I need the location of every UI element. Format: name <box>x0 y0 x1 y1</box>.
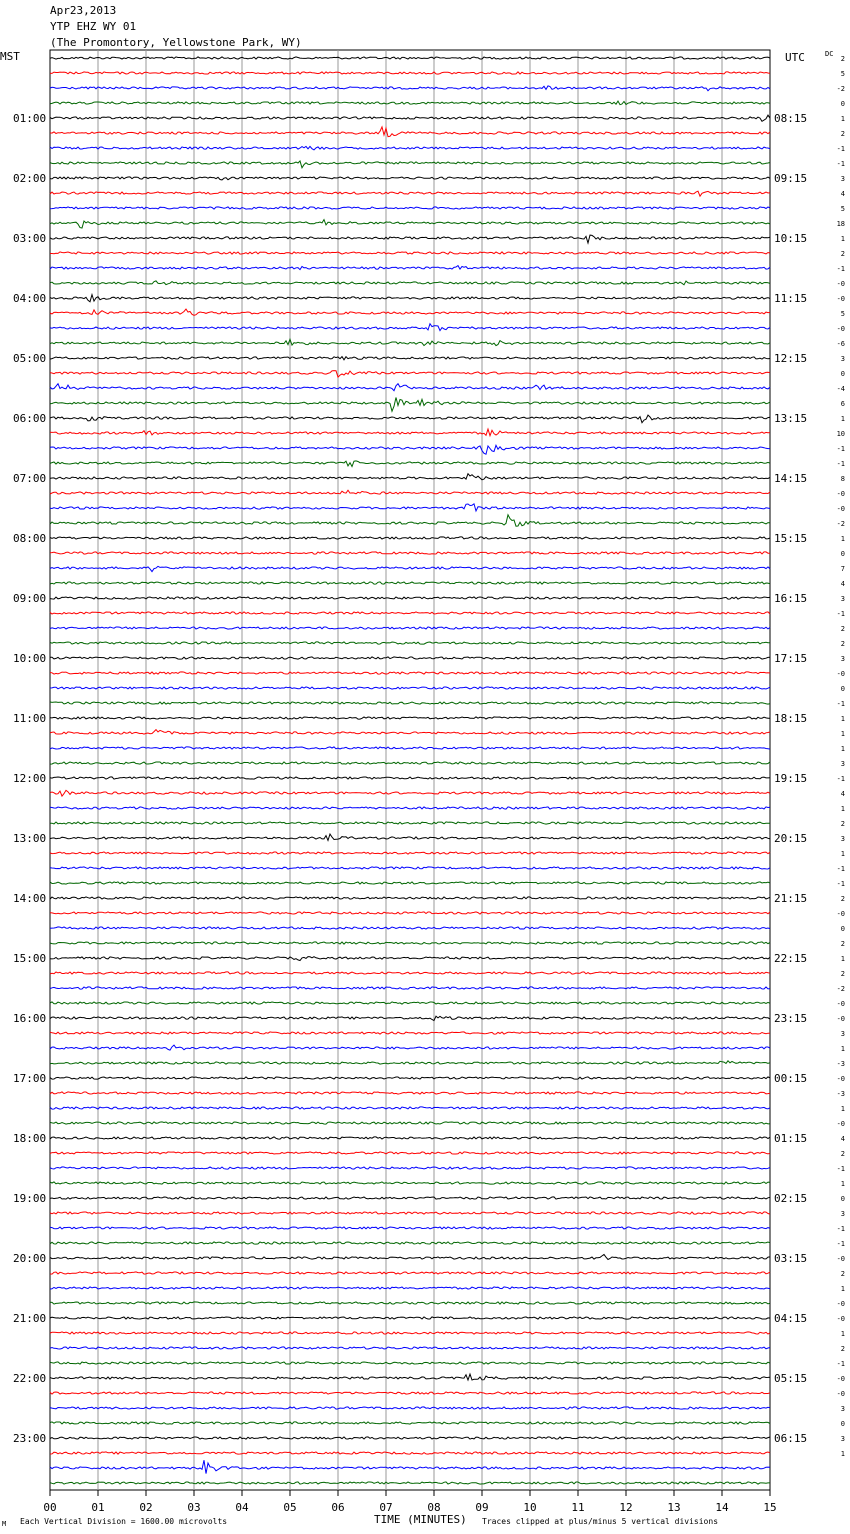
trace-row <box>50 324 770 331</box>
trace-row <box>50 357 770 360</box>
dc-offset-label: 1 <box>840 955 845 963</box>
dc-offset-labels <box>837 55 845 1458</box>
trace-row <box>50 852 770 854</box>
trace-row <box>50 1460 770 1473</box>
dc-offset-label: 3 <box>840 835 845 843</box>
left-hour-label: 20:00 <box>13 1252 47 1265</box>
dc-offset-label: 1 <box>840 730 845 738</box>
dc-offset-label: 10 <box>836 430 845 438</box>
trace-row <box>50 309 770 315</box>
trace-row <box>50 1092 770 1094</box>
left-hour-label: 04:00 <box>13 292 47 305</box>
dc-offset-label: -1 <box>836 145 845 153</box>
dc-offset-label: 1 <box>840 1045 845 1053</box>
trace-row <box>50 235 770 243</box>
x-tick-label: 06 <box>331 1501 345 1514</box>
right-hour-label: 15:15 <box>774 532 808 545</box>
trace-row <box>50 1332 770 1334</box>
trace-row <box>50 474 770 480</box>
left-timezone-label: MST <box>0 50 20 63</box>
dc-offset-label: 0 <box>840 1420 845 1428</box>
dc-offset-label: -0 <box>836 670 845 678</box>
left-hour-label: 19:00 <box>13 1192 47 1205</box>
dc-offset-label: -2 <box>836 520 845 528</box>
trace-row <box>50 1392 770 1394</box>
trace-row <box>50 1077 770 1079</box>
dc-offset-label: -1 <box>836 610 845 618</box>
dc-offset-label: 1 <box>840 235 845 243</box>
trace-row <box>50 177 770 180</box>
dc-offset-label: -0 <box>836 1255 845 1263</box>
dc-offset-label: 1 <box>840 1330 845 1338</box>
left-hour-label: 21:00 <box>13 1312 47 1325</box>
trace-row <box>50 220 770 228</box>
right-hour-label: 12:15 <box>774 352 808 365</box>
trace-row <box>50 515 770 526</box>
trace-row <box>50 717 770 719</box>
trace-row <box>50 1437 770 1439</box>
dc-offset-label: 5 <box>840 70 845 78</box>
left-hour-label: 06:00 <box>13 412 47 425</box>
right-hour-label: 14:15 <box>774 472 808 485</box>
x-axis-label: TIME (MINUTES) <box>374 1513 467 1526</box>
dc-offset-label: -1 <box>836 865 845 873</box>
right-hour-label: 16:15 <box>774 592 808 605</box>
trace-row <box>50 72 770 74</box>
dc-offset-label: -0 <box>836 505 845 513</box>
left-hour-label: 16:00 <box>13 1012 47 1025</box>
trace-row <box>50 867 770 869</box>
left-hour-label: 14:00 <box>13 892 47 905</box>
right-hour-label: 08:15 <box>774 112 808 125</box>
right-hour-label: 17:15 <box>774 652 808 665</box>
trace-row <box>50 1137 770 1139</box>
plot-frame <box>50 50 770 1490</box>
trace-row <box>50 384 770 391</box>
trace-row <box>50 822 770 824</box>
left-hour-label: 12:00 <box>13 772 47 785</box>
left-hour-label: 13:00 <box>13 832 47 845</box>
dc-offset-label: 4 <box>840 1135 845 1143</box>
trace-row <box>50 657 770 659</box>
trace-row <box>50 747 770 749</box>
dc-offset-label: 5 <box>840 205 845 213</box>
dc-offset-label: 2 <box>840 1270 845 1278</box>
x-tick-label: 05 <box>283 1501 297 1514</box>
trace-row <box>50 1272 770 1274</box>
dc-offset-label: -1 <box>836 265 845 273</box>
trace-row <box>50 1317 770 1319</box>
dc-offset-label: 0 <box>840 925 845 933</box>
trace-row <box>50 371 770 378</box>
dc-offset-label: 1 <box>840 1180 845 1188</box>
x-tick-label: 08 <box>427 1501 441 1514</box>
x-tick-label: 11 <box>571 1501 585 1514</box>
dc-offset-label: 4 <box>840 190 845 198</box>
right-hour-label: 19:15 <box>774 772 808 785</box>
left-hour-label: 01:00 <box>13 112 47 125</box>
right-hour-label: 20:15 <box>774 832 808 845</box>
trace-row <box>50 957 770 961</box>
trace-row <box>50 597 770 599</box>
dc-offset-label: 3 <box>840 175 845 183</box>
dc-offset-label: 18 <box>836 220 845 228</box>
trace-row <box>50 566 770 571</box>
trace-row <box>50 504 770 511</box>
dc-offset-label: -2 <box>836 85 845 93</box>
dc-offset-label: 5 <box>840 310 845 318</box>
dc-offset-label: 3 <box>840 595 845 603</box>
trace-row <box>50 552 770 554</box>
dc-offset-label: 2 <box>840 625 845 633</box>
trace-row <box>50 687 770 689</box>
right-hour-label: 09:15 <box>774 172 808 185</box>
dc-offset-label: -0 <box>836 295 845 303</box>
station-label: YTP EHZ WY 01 <box>50 20 137 33</box>
trace-row <box>50 1227 770 1229</box>
corner-mark: M <box>2 1520 7 1528</box>
trace-row <box>50 127 770 137</box>
right-hour-label: 04:15 <box>774 1312 808 1325</box>
x-tick-label: 02 <box>139 1501 153 1514</box>
x-tick-label: 12 <box>619 1501 633 1514</box>
dc-offset-label: -1 <box>836 1360 845 1368</box>
trace-row <box>50 1045 770 1050</box>
dc-offset-label: 2 <box>840 55 845 63</box>
x-tick-label: 15 <box>763 1501 777 1514</box>
right-hour-label: 13:15 <box>774 412 808 425</box>
dc-offset-label: -0 <box>836 910 845 918</box>
dc-offset-label: -0 <box>836 1075 845 1083</box>
left-hour-label: 22:00 <box>13 1372 47 1385</box>
dc-offset-label: 2 <box>840 640 845 648</box>
trace-row <box>50 1255 770 1260</box>
trace-row <box>50 972 770 974</box>
x-tick-label: 14 <box>715 1501 729 1514</box>
dc-offset-label: -0 <box>836 1120 845 1128</box>
x-tick-label: 07 <box>379 1501 393 1514</box>
right-hour-label: 05:15 <box>774 1372 808 1385</box>
trace-row <box>50 252 770 254</box>
trace-row <box>50 429 770 436</box>
dc-offset-label: -1 <box>836 700 845 708</box>
trace-row <box>50 398 770 412</box>
right-hour-label: 21:15 <box>774 892 808 905</box>
trace-row <box>50 942 770 944</box>
trace-row <box>50 834 770 840</box>
left-hour-labels <box>13 112 46 1445</box>
trace-row <box>50 1061 770 1064</box>
dc-offset-label: 1 <box>840 805 845 813</box>
trace-row <box>50 537 770 539</box>
dc-offset-label: -0 <box>836 325 845 333</box>
dc-offset-label: -1 <box>836 160 845 168</box>
trace-row <box>50 1422 770 1424</box>
dc-offset-label: -2 <box>836 985 845 993</box>
dc-offset-label: 2 <box>840 130 845 138</box>
trace-row <box>50 1016 770 1020</box>
trace-row <box>50 582 770 584</box>
dc-offset-label: 2 <box>840 1150 845 1158</box>
left-hour-label: 23:00 <box>13 1432 47 1445</box>
right-hour-label: 06:15 <box>774 1432 808 1445</box>
dc-offset-label: 2 <box>840 970 845 978</box>
dc-offset-label: -1 <box>836 445 845 453</box>
dc-offset-label: 3 <box>840 1030 845 1038</box>
date-label: Apr23,2013 <box>50 4 117 17</box>
dc-offset-label: 4 <box>840 790 845 798</box>
right-hour-label: 00:15 <box>774 1072 808 1085</box>
trace-row <box>50 161 770 168</box>
trace-row <box>50 1407 770 1409</box>
dc-label: DC <box>825 50 834 58</box>
x-tick-label: 10 <box>523 1501 537 1514</box>
dc-offset-label: 1 <box>840 850 845 858</box>
trace-row <box>50 101 770 105</box>
trace-row <box>50 612 770 614</box>
seismic-traces <box>50 57 770 1484</box>
dc-offset-label: 0 <box>840 685 845 693</box>
trace-row <box>50 1242 770 1244</box>
dc-offset-label: -1 <box>836 1240 845 1248</box>
trace-row <box>50 702 770 704</box>
trace-row <box>50 86 770 91</box>
trace-row <box>50 1182 770 1184</box>
trace-row <box>50 912 770 914</box>
x-tick-label: 13 <box>667 1501 681 1514</box>
dc-offset-label: -0 <box>836 1000 845 1008</box>
left-hour-label: 10:00 <box>13 652 47 665</box>
right-timezone-label: UTC <box>785 51 805 64</box>
x-tick-label: 03 <box>187 1501 201 1514</box>
trace-row <box>50 1362 770 1364</box>
right-hour-label: 10:15 <box>774 232 808 245</box>
dc-offset-label: -1 <box>836 1165 845 1173</box>
left-hour-label: 08:00 <box>13 532 47 545</box>
dc-offset-label: 4 <box>840 580 845 588</box>
dc-offset-label: -0 <box>836 1390 845 1398</box>
trace-row <box>50 927 770 929</box>
dc-offset-label: 7 <box>840 565 845 573</box>
trace-row <box>50 1302 770 1304</box>
x-tick-label: 00 <box>43 1501 57 1514</box>
trace-row <box>50 490 770 494</box>
trace-row <box>50 897 770 899</box>
dc-offset-label: 6 <box>840 400 845 408</box>
dc-offset-label: 2 <box>840 1345 845 1353</box>
dc-offset-label: 1 <box>840 1285 845 1293</box>
right-hour-label: 18:15 <box>774 712 808 725</box>
trace-row <box>50 415 770 423</box>
dc-offset-label: -0 <box>836 1015 845 1023</box>
dc-offset-label: 8 <box>840 475 845 483</box>
trace-row <box>50 1482 770 1484</box>
trace-row <box>50 672 770 674</box>
trace-row <box>50 461 770 467</box>
right-hour-label: 11:15 <box>774 292 808 305</box>
dc-offset-label: 0 <box>840 100 845 108</box>
trace-row <box>50 295 770 302</box>
left-hour-label: 17:00 <box>13 1072 47 1085</box>
trace-row <box>50 191 770 196</box>
scale-note: Each Vertical Division = 1600.00 microvolts <box>20 1517 228 1526</box>
trace-row <box>50 627 770 629</box>
dc-offset-label: 1 <box>840 1105 845 1113</box>
trace-row <box>50 266 770 270</box>
dc-offset-label: 1 <box>840 1450 845 1458</box>
trace-row <box>50 1287 770 1289</box>
dc-offset-label: -1 <box>836 775 845 783</box>
dc-offset-label: 0 <box>840 1195 845 1203</box>
trace-row <box>50 1347 770 1349</box>
dc-offset-label: 3 <box>840 355 845 363</box>
left-hour-label: 15:00 <box>13 952 47 965</box>
trace-row <box>50 1032 770 1034</box>
right-hour-label: 01:15 <box>774 1132 808 1145</box>
x-tick-label: 01 <box>91 1501 105 1514</box>
trace-row <box>50 642 770 644</box>
left-hour-label: 09:00 <box>13 592 47 605</box>
trace-row <box>50 1197 770 1199</box>
trace-row <box>50 339 770 345</box>
trace-row <box>50 1107 770 1109</box>
left-hour-label: 07:00 <box>13 472 47 485</box>
right-hour-label: 02:15 <box>774 1192 808 1205</box>
left-hour-label: 05:00 <box>13 352 47 365</box>
right-hour-label: 22:15 <box>774 952 808 965</box>
left-hour-label: 11:00 <box>13 712 47 725</box>
right-hour-label: 03:15 <box>774 1252 808 1265</box>
dc-offset-label: 1 <box>840 715 845 723</box>
dc-offset-label: 3 <box>840 1405 845 1413</box>
dc-offset-label: -0 <box>836 280 845 288</box>
dc-offset-label: 0 <box>840 370 845 378</box>
dc-offset-label: -0 <box>836 1315 845 1323</box>
left-hour-label: 18:00 <box>13 1132 47 1145</box>
dc-offset-label: -1 <box>836 880 845 888</box>
dc-offset-label: -1 <box>836 1225 845 1233</box>
dc-offset-label: -3 <box>836 1060 845 1068</box>
x-axis-ticks <box>43 1490 776 1514</box>
dc-offset-label: -0 <box>836 1375 845 1383</box>
left-hour-label: 02:00 <box>13 172 47 185</box>
dc-offset-label: 3 <box>840 655 845 663</box>
trace-row <box>50 1374 770 1380</box>
location-label: (The Promontory, Yellowstone Park, WY) <box>50 36 302 49</box>
right-hour-labels <box>774 112 807 1445</box>
x-tick-label: 09 <box>475 1501 489 1514</box>
dc-offset-label: 1 <box>840 415 845 423</box>
dc-offset-label: -0 <box>836 490 845 498</box>
dc-offset-label: 1 <box>840 745 845 753</box>
dc-offset-label: -6 <box>836 340 845 348</box>
dc-offset-label: -1 <box>836 460 845 468</box>
trace-row <box>50 1152 770 1154</box>
trace-row <box>50 1167 770 1169</box>
dc-offset-label: 2 <box>840 895 845 903</box>
trace-row <box>50 57 770 59</box>
trace-row <box>50 1452 770 1454</box>
dc-offset-label: -3 <box>836 1090 845 1098</box>
trace-row <box>50 882 770 884</box>
trace-row <box>50 281 770 285</box>
trace-row <box>50 146 770 150</box>
clip-note: Traces clipped at plus/minus 5 vertical divisions <box>482 1517 719 1526</box>
trace-row <box>50 1212 770 1214</box>
trace-row <box>50 445 770 454</box>
trace-row <box>50 115 770 121</box>
dc-offset-label: 3 <box>840 1435 845 1443</box>
trace-row <box>50 790 770 796</box>
right-hour-label: 23:15 <box>774 1012 808 1025</box>
dc-offset-label: 1 <box>840 535 845 543</box>
x-tick-label: 04 <box>235 1501 249 1514</box>
dc-offset-label: -0 <box>836 1300 845 1308</box>
trace-row <box>50 987 770 989</box>
trace-row <box>50 762 770 764</box>
trace-row <box>50 730 770 735</box>
minute-gridlines <box>50 50 770 1490</box>
trace-row <box>50 207 770 209</box>
dc-offset-label: 2 <box>840 820 845 828</box>
trace-row <box>50 807 770 809</box>
dc-offset-label: 2 <box>840 940 845 948</box>
trace-row <box>50 1122 770 1124</box>
dc-offset-label: 3 <box>840 760 845 768</box>
dc-offset-label: 0 <box>840 550 845 558</box>
dc-offset-label: 2 <box>840 250 845 258</box>
trace-row <box>50 777 770 779</box>
trace-row <box>50 1002 770 1004</box>
dc-offset-label: 3 <box>840 1210 845 1218</box>
left-hour-label: 03:00 <box>13 232 47 245</box>
dc-offset-label: -4 <box>836 385 845 393</box>
dc-offset-label: 1 <box>840 115 845 123</box>
